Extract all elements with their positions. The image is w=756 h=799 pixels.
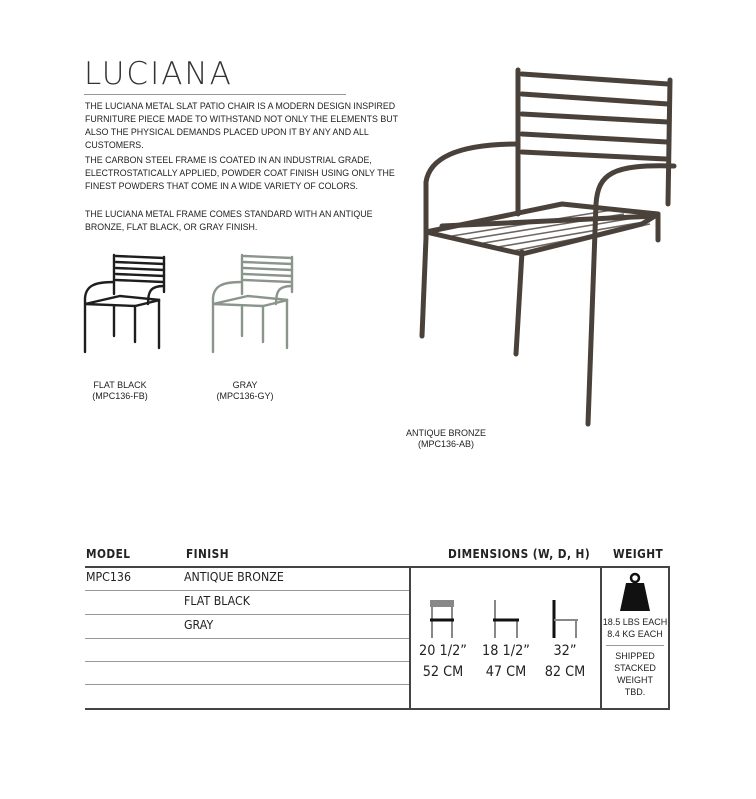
row-divider [85, 614, 409, 615]
finish-name: GRAY [232, 380, 258, 390]
row-divider [85, 684, 409, 685]
model-number: MPC136 [86, 570, 131, 584]
row-divider [85, 661, 409, 662]
row-divider [85, 638, 409, 639]
width-inches: 20 1/2” [419, 643, 467, 659]
height-dimension-icon [550, 598, 580, 640]
height-cm: 82 CM [544, 664, 586, 680]
table-right-border [668, 566, 670, 710]
table-top-rule [85, 566, 670, 568]
description-paragraph-3: THE LUCIANA METAL FRAME COMES STANDARD WITH AN ANTIQUE BRONZE, FLAT BLACK, OR GRAY FINISH. [85, 209, 373, 232]
header-dimensions: DIMENSIONS (W, D, H) [448, 547, 591, 561]
antique-bronze-chair-image [412, 64, 682, 434]
weight-icon [619, 572, 651, 612]
shipped-line: SHIPPED [615, 651, 655, 661]
width-cm: 52 CM [422, 664, 464, 680]
shipped-note [602, 650, 668, 698]
finish-code: (MPC136-FB) [92, 391, 148, 401]
header-model: MODEL [86, 547, 131, 561]
weight-kg: 8.4 KG EACH [607, 629, 663, 639]
finish-row: GRAY [184, 618, 214, 632]
description-paragraph-1: THE LUCIANA METAL SLAT PATIO CHAIR IS A MODERN DESIGN INSPIRED FURNITURE PIECE MADE TO WITHSTAND NOT ONLY THE ELEMENTS BUT ALSO THE PHYSICAL DEMANDS PLACED UPON IT BY ANY AND ALL CUSTOMERS. [85, 101, 398, 150]
finish-code: (MPC136-AB) [417, 439, 474, 449]
table-divider-dimensions [409, 566, 411, 710]
finish-name: ANTIQUE BRONZE [405, 428, 486, 438]
finish-row: FLAT BLACK [184, 594, 250, 608]
depth-cm: 47 CM [485, 664, 527, 680]
height-inches: 32” [553, 643, 577, 659]
finish-name: FLAT BLACK [93, 380, 147, 390]
description-paragraph-2: THE CARBON STEEL FRAME IS COATED IN AN INDUSTRIAL GRADE, ELECTROSTATICALLY APPLIED, POWDER COAT FINISH USING ONLY THE FINEST POWDERS THAT COME IN A WIDE VARIETY OF COLORS. [85, 155, 395, 191]
finish-code: (MPC136-GY) [216, 391, 274, 401]
shipped-line: TBD. [624, 687, 646, 697]
shipped-line: STACKED [614, 663, 656, 673]
gray-chair-image [208, 252, 296, 358]
header-weight: WEIGHT [613, 547, 664, 561]
weight-divider [606, 645, 664, 646]
flat-black-chair-image [80, 252, 168, 358]
gray-caption [205, 380, 285, 402]
shipped-line: WEIGHT [617, 675, 653, 685]
width-dimension-icon [428, 598, 458, 640]
header-finish: FINISH [186, 547, 229, 561]
product-title: LUCIANA [84, 56, 233, 92]
table-bottom-rule [85, 708, 670, 710]
row-divider [85, 590, 409, 591]
flat-black-caption [80, 380, 160, 402]
finish-row: ANTIQUE BRONZE [184, 570, 284, 584]
depth-dimension-icon [491, 598, 521, 640]
antique-bronze-caption [396, 428, 496, 450]
title-divider [84, 94, 346, 95]
weight-each [602, 616, 668, 640]
depth-inches: 18 1/2” [482, 643, 530, 659]
weight-lbs: 18.5 LBS EACH [602, 617, 668, 627]
